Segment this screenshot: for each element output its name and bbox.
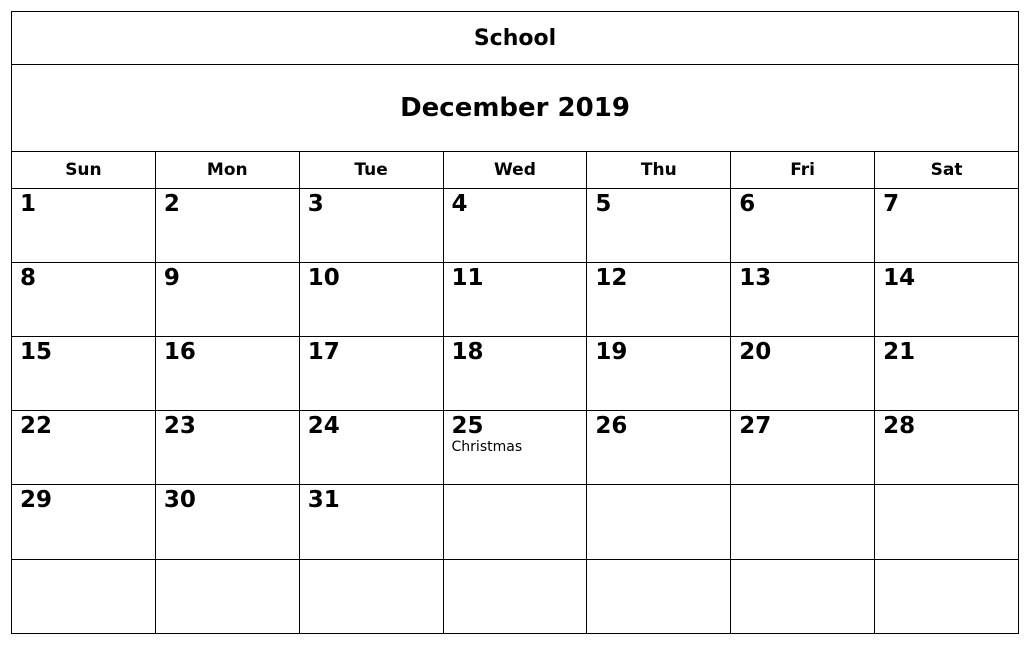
weekday-fri: Fri bbox=[731, 152, 875, 188]
week-row bbox=[12, 262, 1019, 336]
weekday-sun: Sun bbox=[12, 152, 156, 188]
day-number bbox=[875, 485, 1018, 513]
day-number: 17 bbox=[307, 339, 340, 365]
day-number bbox=[731, 485, 874, 513]
day-number bbox=[156, 560, 299, 588]
day-cell bbox=[587, 411, 731, 485]
day-number bbox=[875, 560, 1018, 588]
weekday-wed: Wed bbox=[443, 152, 587, 188]
day-cell bbox=[155, 262, 299, 336]
day-cell bbox=[443, 188, 587, 262]
weekday-tue: Tue bbox=[299, 152, 443, 188]
day-number bbox=[12, 560, 155, 588]
day-number: 4 bbox=[451, 190, 468, 217]
day-number: 19 bbox=[595, 339, 628, 365]
day-cell bbox=[731, 411, 875, 485]
day-number: 8 bbox=[20, 264, 37, 291]
day-cell bbox=[731, 188, 875, 262]
day-cell bbox=[299, 188, 443, 262]
day-number: 11 bbox=[451, 264, 484, 291]
day-cell bbox=[875, 411, 1019, 485]
day-cell bbox=[587, 559, 731, 633]
week-row bbox=[12, 337, 1019, 411]
day-number: 21 bbox=[883, 339, 916, 365]
day-number bbox=[587, 485, 730, 513]
day-number: 10 bbox=[307, 264, 340, 291]
day-number: 29 bbox=[20, 487, 53, 514]
day-cell bbox=[731, 485, 875, 559]
day-cell bbox=[731, 559, 875, 633]
day-number: 27 bbox=[739, 413, 772, 440]
day-cell bbox=[875, 188, 1019, 262]
day-cell bbox=[443, 485, 587, 559]
day-cell bbox=[155, 559, 299, 633]
day-number: 22 bbox=[20, 413, 53, 440]
day-number: 31 bbox=[307, 487, 340, 514]
day-number: 5 bbox=[595, 190, 612, 217]
day-number: 1 bbox=[20, 190, 37, 217]
day-cell bbox=[299, 411, 443, 485]
day-cell bbox=[875, 262, 1019, 336]
day-cell bbox=[12, 559, 156, 633]
day-number: 9 bbox=[163, 264, 180, 291]
day-number: 25 bbox=[451, 413, 484, 440]
day-number bbox=[731, 560, 874, 588]
day-number: 24 bbox=[307, 413, 340, 440]
day-number: 18 bbox=[451, 339, 484, 365]
day-cell bbox=[155, 337, 299, 411]
day-cell bbox=[443, 559, 587, 633]
day-number bbox=[587, 560, 730, 588]
day-cell bbox=[587, 337, 731, 411]
day-number: 6 bbox=[739, 190, 756, 217]
week-row bbox=[12, 485, 1019, 559]
day-number: 14 bbox=[883, 264, 916, 291]
calendar-body bbox=[12, 12, 1019, 634]
month-row bbox=[12, 65, 1019, 152]
day-cell bbox=[731, 337, 875, 411]
day-number: 15 bbox=[20, 339, 53, 365]
day-number: 7 bbox=[883, 190, 900, 217]
day-cell bbox=[443, 411, 587, 485]
day-number: 3 bbox=[307, 190, 324, 217]
day-cell bbox=[875, 485, 1019, 559]
day-cell bbox=[875, 559, 1019, 633]
day-number: 12 bbox=[595, 264, 628, 291]
weekday-thu: Thu bbox=[587, 152, 731, 188]
day-number bbox=[444, 485, 587, 513]
weekday-sat: Sat bbox=[875, 152, 1019, 188]
day-number: 26 bbox=[595, 413, 628, 440]
calendar-table bbox=[11, 11, 1019, 634]
day-number: 30 bbox=[163, 487, 196, 514]
day-cell bbox=[12, 485, 156, 559]
day-cell bbox=[299, 559, 443, 633]
weekday-header-row bbox=[12, 152, 1019, 188]
weekday-mon: Mon bbox=[155, 152, 299, 188]
day-number: 20 bbox=[739, 339, 772, 365]
day-number bbox=[300, 560, 443, 588]
day-cell bbox=[12, 411, 156, 485]
month-label: December 2019 bbox=[12, 65, 1019, 152]
day-number bbox=[444, 560, 587, 588]
day-cell bbox=[12, 337, 156, 411]
day-cell bbox=[155, 485, 299, 559]
day-number: 13 bbox=[739, 264, 772, 291]
day-cell bbox=[443, 337, 587, 411]
day-cell bbox=[155, 411, 299, 485]
week-row bbox=[12, 559, 1019, 633]
day-cell bbox=[155, 188, 299, 262]
day-number: 2 bbox=[163, 190, 180, 217]
day-cell bbox=[587, 188, 731, 262]
day-number: 28 bbox=[883, 413, 916, 440]
day-cell bbox=[587, 485, 731, 559]
week-row bbox=[12, 411, 1019, 485]
day-number: 23 bbox=[163, 413, 196, 440]
day-cell bbox=[299, 262, 443, 336]
day-cell bbox=[12, 262, 156, 336]
title-row bbox=[12, 12, 1019, 65]
calendar-title: School bbox=[12, 12, 1019, 65]
day-cell bbox=[731, 262, 875, 336]
day-cell bbox=[875, 337, 1019, 411]
day-cell bbox=[299, 337, 443, 411]
day-cell bbox=[443, 262, 587, 336]
week-row bbox=[12, 188, 1019, 262]
day-cell bbox=[587, 262, 731, 336]
day-number: 16 bbox=[163, 339, 196, 365]
day-event-note: Christmas bbox=[451, 439, 523, 456]
day-cell bbox=[299, 485, 443, 559]
day-cell bbox=[12, 188, 156, 262]
